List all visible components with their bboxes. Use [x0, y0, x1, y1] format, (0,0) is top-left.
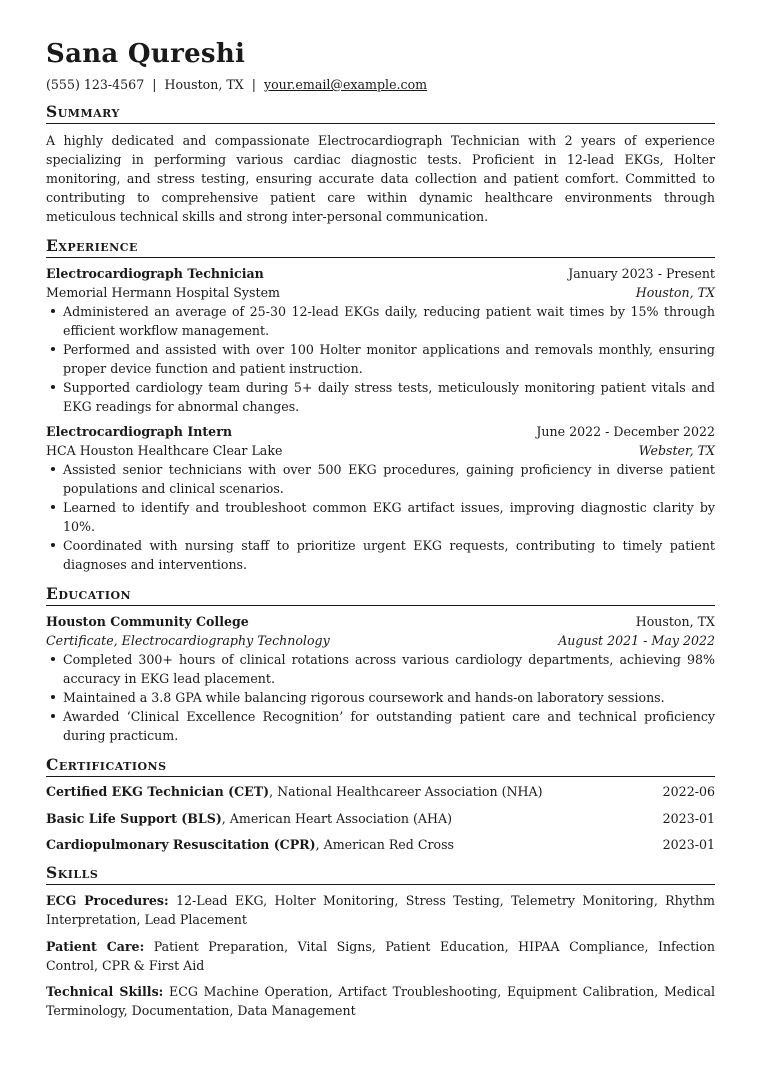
section-title-education: Education [46, 584, 715, 606]
certification-row [46, 809, 715, 828]
bullet-text: Awarded ‘Clinical Excellence Recognition’ for outstanding patient care and technical proficiency during practicum. [63, 709, 715, 743]
job-dates: June 2022 - December 2022 [536, 424, 715, 439]
phone-number: (555) 123-4567 [46, 77, 145, 92]
degree-name: Certificate, Electrocardiography Technology [46, 633, 330, 648]
job-organization: HCA Houston Healthcare Clear Lake [46, 443, 283, 458]
education-dates: August 2021 - May 2022 [558, 633, 715, 648]
certification-text [46, 835, 454, 854]
list-item [46, 707, 715, 745]
certification-text [46, 809, 452, 828]
job-header [46, 422, 715, 441]
bullet-text: Learned to identify and troubleshoot common EKG artifact issues, improving diagnostic clarity by 10%. [63, 500, 715, 534]
list-item [46, 378, 715, 416]
job-entry [46, 264, 715, 416]
bullet-text: Completed 300+ hours of clinical rotations across various cardiology departments, achieving 98% accuracy in EKG lead placement. [63, 652, 715, 686]
skill-group [46, 982, 715, 1020]
location: Houston, TX [164, 77, 244, 92]
skill-label: Patient Care: [46, 938, 145, 954]
education-header [46, 612, 715, 631]
education-entry [46, 612, 715, 745]
bullet-icon [51, 385, 55, 389]
skill-group [46, 891, 715, 929]
bullet-text: Maintained a 3.8 GPA while balancing rigorous coursework and hands-on laboratory sessions. [63, 690, 665, 705]
certification-row [46, 782, 715, 801]
job-header [46, 264, 715, 283]
list-item [46, 650, 715, 688]
bullet-text: Administered an average of 25-30 12-lead EKGs daily, reducing patient wait times by 15% through efficient workflow management. [63, 304, 715, 338]
job-organization: Memorial Hermann Hospital System [46, 285, 280, 300]
certification-name: Cardiopulmonary Resuscitation (CPR) [46, 837, 316, 852]
school-name: Houston Community College [46, 614, 249, 629]
skill-label: Technical Skills: [46, 984, 164, 999]
bullet-icon [51, 467, 55, 471]
skill-text: 12-Lead EKG, Holter Monitoring, Stress Testing, Telemetry Monitoring, Rhythm Interpretation, Lead Placement [46, 893, 715, 927]
skill-label: ECG Procedures: [46, 893, 169, 908]
bullet-text: Performed and assisted with over 100 Holter monitor applications and removals monthly, ensuring proper device function and patient instruction. [63, 342, 715, 376]
certification-name: Basic Life Support (BLS) [46, 810, 222, 826]
bullet-text: Assisted senior technicians with over 500 EKG procedures, gaining proficiency in diverse patient populations and clinical scenarios. [63, 462, 715, 496]
school-location: Houston, TX [635, 614, 715, 629]
section-title-experience: Experience [46, 236, 715, 258]
skill-text: Patient Preparation, Vital Signs, Patient Education, HIPAA Compliance, Infection Control, CPR & First Aid [46, 938, 715, 973]
certification-issuer: , National Healthcareer Association (NHA) [269, 784, 543, 799]
job-location: Houston, TX [635, 285, 715, 300]
email-link[interactable]: your.email@example.com [263, 77, 428, 92]
list-item [46, 302, 715, 340]
job-subheader [46, 283, 715, 302]
education-subheader [46, 631, 715, 650]
certification-issuer: , American Heart Association (AHA) [221, 810, 453, 826]
certification-date: 2022-06 [662, 784, 715, 799]
job-entry [46, 422, 715, 574]
skill-text: ECG Machine Operation, Artifact Troubleshooting, Equipment Calibration, Medical Terminology, Documentation, Data Management [46, 984, 715, 1018]
list-item [46, 498, 715, 536]
list-item [46, 460, 715, 498]
candidate-name: Sana Qureshi [46, 39, 246, 69]
certification-text [46, 782, 543, 801]
section-title-summary: Summary [46, 102, 715, 124]
separator: | [152, 77, 157, 92]
skill-group [46, 937, 715, 975]
job-bullets [46, 302, 715, 416]
bullet-text: Supported cardiology team during 5+ daily stress tests, meticulously monitoring patient vitals and EKG readings for abnormal changes. [63, 380, 715, 414]
bullet-icon [51, 309, 55, 313]
contact-line [46, 76, 715, 94]
job-title: Electrocardiograph Intern [46, 424, 232, 439]
bullet-icon [51, 543, 55, 547]
job-dates: January 2023 - Present [568, 266, 715, 281]
bullet-icon [51, 505, 55, 509]
bullet-icon [51, 657, 55, 661]
job-bullets [46, 460, 715, 574]
certification-date: 2023-01 [662, 837, 715, 852]
bullet-icon [51, 695, 55, 699]
job-title: Electrocardiograph Technician [46, 266, 264, 281]
certification-date: 2023-01 [662, 810, 715, 826]
list-item [46, 688, 715, 707]
job-location: Webster, TX [638, 443, 715, 458]
section-title-certifications: Certifications [46, 755, 715, 777]
list-item [46, 340, 715, 378]
certification-issuer: , American Red Cross [315, 837, 454, 852]
job-subheader [46, 441, 715, 460]
separator: | [251, 77, 256, 92]
section-title-skills: Skills [46, 863, 715, 885]
certification-row [46, 835, 715, 854]
education-bullets [46, 650, 715, 745]
bullet-text: Coordinated with nursing staff to prioritize urgent EKG requests, contributing to timely patient diagnoses and interventions. [63, 538, 715, 572]
bullet-icon [51, 347, 55, 351]
certification-list [46, 782, 715, 854]
certification-name: Certified EKG Technician (CET) [46, 784, 270, 799]
list-item [46, 536, 715, 574]
bullet-icon [51, 714, 55, 718]
resume-page [46, 38, 715, 1020]
summary-text: A highly dedicated and compassionate Electrocardiograph Technician with 2 years of experience specializing in performing various cardiac diagnostic tests. Proficient in 12-lead EKGs, Holter monitoring, and stress testing, ensuring accurate data collection and patient comfort. Committed to contributing to comprehensive patient care within dynamic healthcare environments through meticulous technical skills and strong inter-personal communication. [46, 133, 715, 224]
